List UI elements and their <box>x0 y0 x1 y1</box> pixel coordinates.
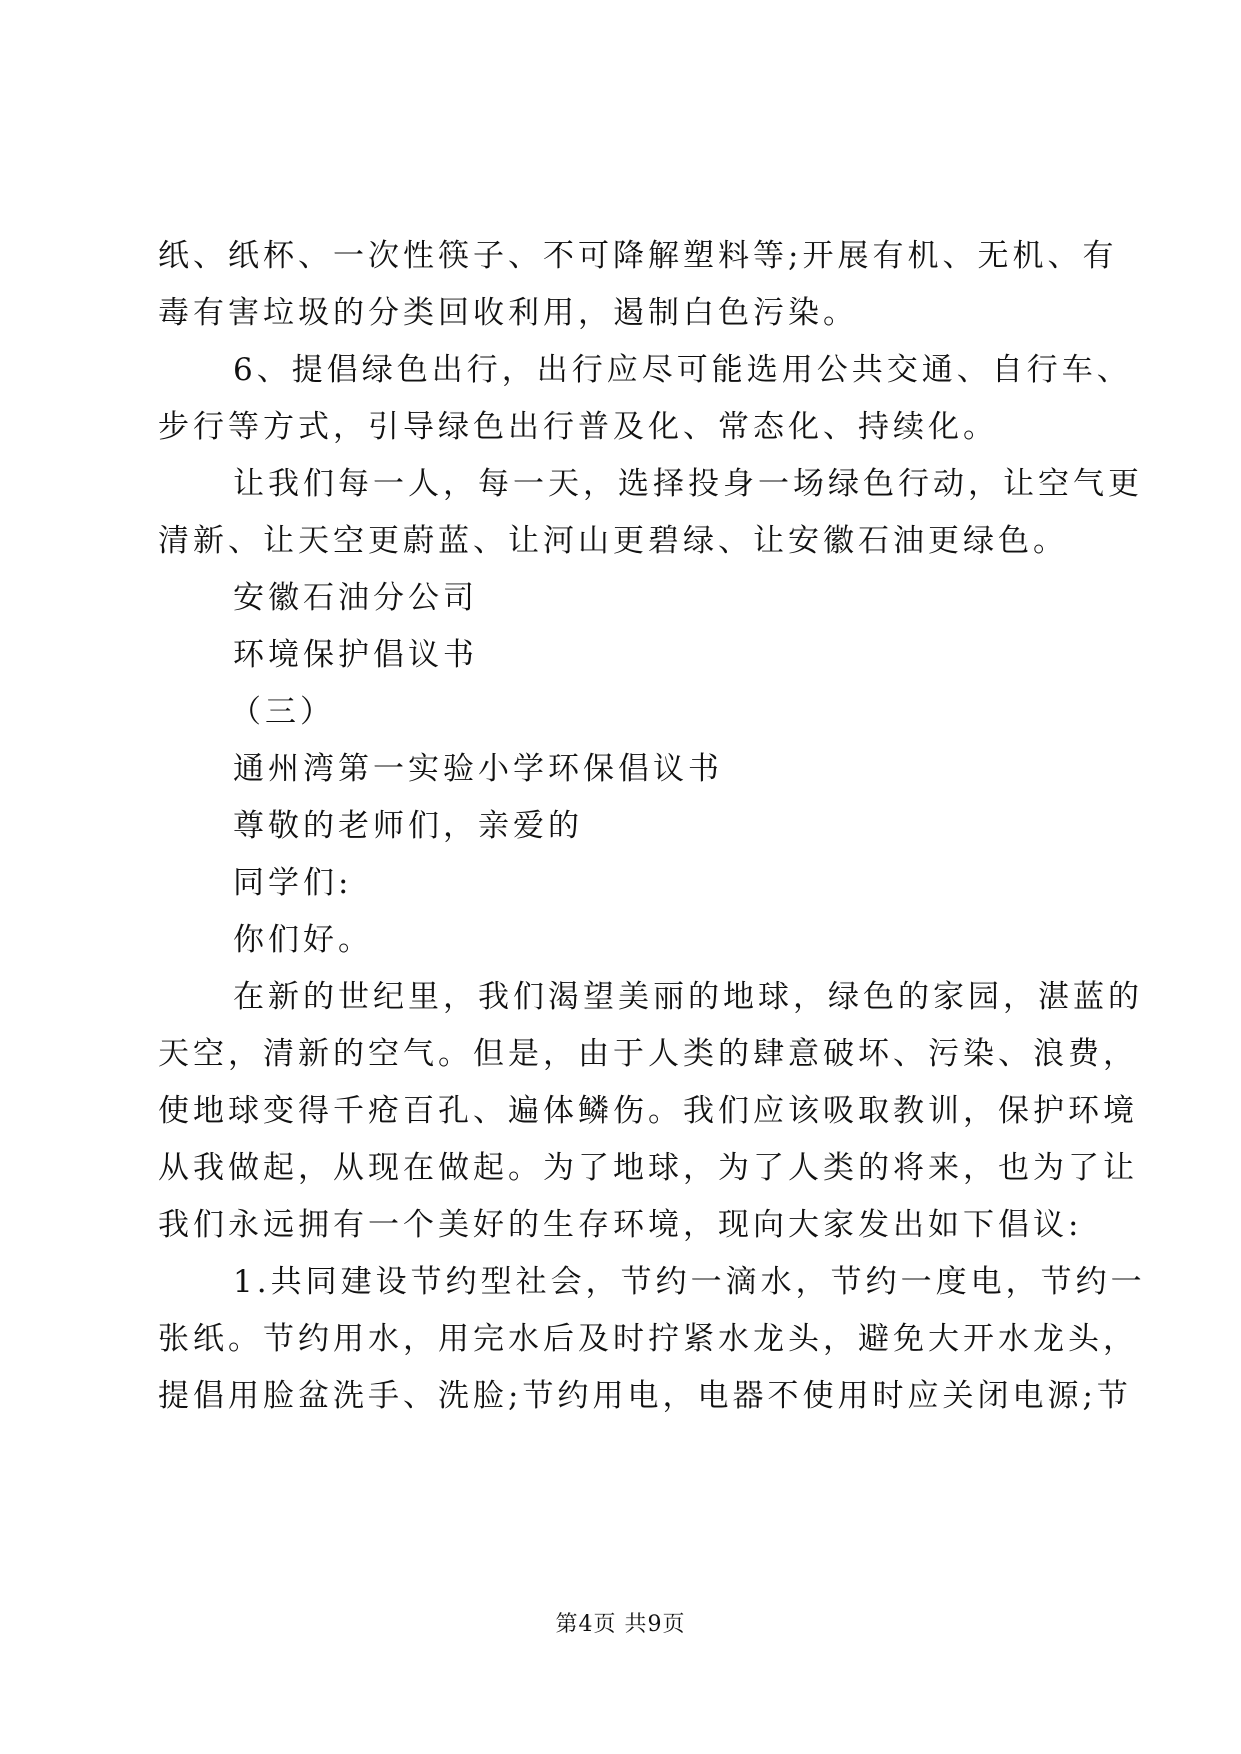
section-number: （三） <box>230 694 335 730</box>
body-text-line: 我们永远拥有一个美好的生存环境，现向大家发出如下倡议: <box>158 1207 1083 1243</box>
body-text-line: 6、提倡绿色出行，出行应尽可能选用公共交通、自行车、 <box>233 352 1132 388</box>
body-text-line: 清新、让天空更蔚蓝、让河山更碧绿、让安徽石油更绿色。 <box>158 523 1068 559</box>
body-text-line: 纸、纸杯、一次性筷子、不可降解塑料等;开展有机、无机、有 <box>158 238 1118 274</box>
salutation: 尊敬的老师们，亲爱的 <box>233 808 583 844</box>
body-text-line: 让我们每一人，每一天，选择投身一场绿色行动，让空气更 <box>233 466 1143 502</box>
body-text-line: 1.共同建设节约型社会，节约一滴水，节约一度电，节约一 <box>233 1264 1146 1300</box>
body-text-line: 从我做起，从现在做起。为了地球，为了人类的将来，也为了让 <box>158 1150 1138 1186</box>
body-text-line: 天空，清新的空气。但是，由于人类的肆意破坏、污染、浪费， <box>158 1036 1138 1072</box>
salutation: 同学们: <box>233 865 353 901</box>
greeting: 你们好。 <box>233 922 373 958</box>
body-text-line: 步行等方式，引导绿色出行普及化、常态化、持续化。 <box>158 409 998 445</box>
body-text-line: 毒有害垃圾的分类回收利用，遏制白色污染。 <box>158 295 858 331</box>
section-title: 环境保护倡议书 <box>233 637 478 673</box>
body-text-line: 在新的世纪里，我们渴望美丽的地球，绿色的家园，湛蓝的 <box>233 979 1143 1015</box>
body-text-line: 张纸。节约用水，用完水后及时拧紧水龙头，避免大开水龙头， <box>158 1321 1138 1357</box>
body-text-line: 提倡用脸盆洗手、洗脸;节约用电，电器不使用时应关闭电源;节 <box>158 1378 1132 1414</box>
page-number-footer: 第4页 共9页 <box>555 1612 686 1637</box>
body-text-line: 使地球变得千疮百孔、遍体鳞伤。我们应该吸取教训，保护环境 <box>158 1093 1138 1129</box>
signature-organization: 安徽石油分公司 <box>233 580 478 616</box>
section-title: 通州湾第一实验小学环保倡议书 <box>233 751 723 787</box>
